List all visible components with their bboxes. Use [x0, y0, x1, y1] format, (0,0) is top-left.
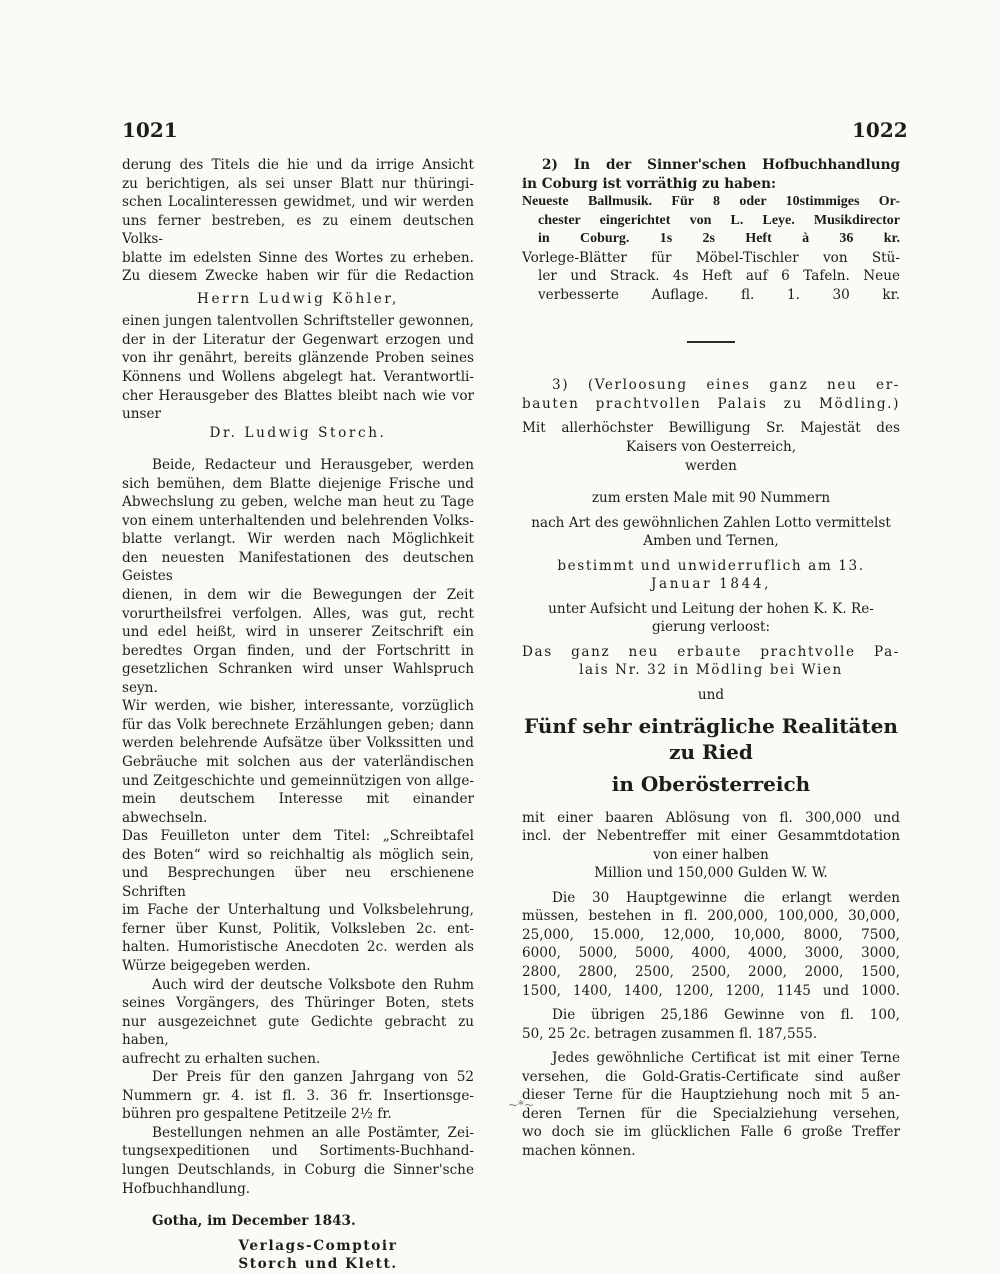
text-line: und Besprechungen über neu erschienene Schriften [122, 865, 474, 900]
place-date: Gotha, im December 1843. [152, 1213, 356, 1230]
editor-name: Herrn Ludwig Köhler, [197, 290, 399, 307]
text-line: werden belehrende Aufsätze über Volkssitten und [122, 735, 474, 752]
section-2-heading: 2) In der Sinner'schen Hofbuchhandlung [542, 157, 900, 173]
text-line: mein deutschem Interesse mit einander abwechseln. [122, 791, 474, 826]
text-line: im Fache der Unterhaltung und Volksbelehrung, [122, 902, 474, 919]
text-line: der in der Literatur der Gegenwart erzogen und [122, 331, 474, 348]
text-line: Bestellungen nehmen an alle Postämter, Zei- [152, 1124, 474, 1141]
text-line: wo doch sie im glücklichen Falle 6 große Treffer [522, 1124, 900, 1141]
prize-palais: Das ganz neu erbaute prachtvolle Pa- [522, 643, 900, 660]
listing-line: verbesserte Auflage. fl. 1. 30 kr. [538, 286, 900, 303]
text-line: machen können. [522, 1142, 636, 1159]
text-line: müssen, bestehen in fl. 200,000, 100,000, 30,000, [522, 908, 900, 925]
draw-date: Januar 1844, [650, 576, 772, 593]
text-line: blatte verlangt. Wir werden nach Möglichkeit [122, 531, 474, 548]
text-line: nach Art des gewöhnlichen Zahlen Lotto vermittelst [531, 514, 891, 531]
text-line: 2800, 2800, 2500, 2500, 2000, 2000, 1500, [522, 963, 900, 980]
text-line: nur ausgezeichnet gute Gedichte gebracht zu haben, [122, 1013, 474, 1049]
text-line: Der Preis für den ganzen Jahrgang von 52 [152, 1069, 474, 1086]
text-line: aufrecht zu erhalten suchen. [122, 1050, 321, 1067]
listing-line: chester eingerichtet von L. Leye. Musikdirector [538, 212, 900, 228]
text-line: Die übrigen 25,186 Gewinne von fl. 100, [552, 1007, 900, 1024]
text-line: versehen, die Gold-Gratis-Certificate sind außer [522, 1068, 900, 1085]
text-line: für das Volk berechnete Erzählungen geben; dann [122, 716, 474, 733]
text-line: 50, 25 2c. betragen zusammen fl. 187,555. [522, 1025, 818, 1042]
text-line: beredtes Organ finden, und der Fortschritt in [122, 642, 474, 659]
text-line: gierung verloost: [651, 619, 771, 636]
text-line: Kaisers von Oesterreich, [625, 439, 797, 456]
left-column [122, 156, 474, 1274]
text-line: Jedes gewöhnliche Certificat ist mit einer Terne [552, 1050, 900, 1067]
listing-line: in Coburg. 1s 2s Heft à 36 kr. [538, 231, 900, 247]
section-3-heading: 3) (Verloosung eines ganz neu er- [552, 377, 900, 394]
text-line: einen jungen talentvollen Schriftsteller gewonnen, [122, 313, 474, 330]
prize-title: in Oberösterreich [611, 771, 811, 796]
text-line: 6000, 5000, 5000, 4000, 4000, 3000, 3000, [522, 945, 900, 962]
section-2-heading: in Coburg ist vorräthig zu haben: [522, 175, 777, 192]
text-line: deren Ternen für die Specialziehung versehen, [522, 1105, 900, 1122]
text-line: zu berichtigen, als sei unser Blatt nur thüringi- [122, 175, 474, 192]
text-line: von einem unterhaltenden und belehrenden Volks- [122, 512, 474, 529]
text-line: Mit allerhöchster Bewilligung Sr. Majestät des [522, 420, 900, 437]
section-divider [522, 332, 900, 338]
text-line: dienen, in dem wir die Bewegungen der Zeit [122, 587, 474, 604]
text-line: tungsexpeditionen und Sortiments-Buchhand- [122, 1143, 474, 1160]
right-column [522, 156, 900, 1160]
text-line: Könnens und Wollens abgelegt hat. Verantwortli- [122, 369, 474, 386]
text-line: und Zeitgeschichte und gemeinnützigen von allge- [122, 772, 474, 789]
text-line: uns ferner bestreben, es zu einem deutschen Volks- [122, 212, 474, 248]
text-line: ferner über Kunst, Politik, Volksleben 2c. ent- [122, 920, 474, 937]
text-line: dieser Terne für die Hauptziehung noch mit 5 an- [522, 1087, 900, 1104]
text-line: Die 30 Hauptgewinne die erlangt werden [552, 889, 900, 906]
page-number-left: 1021 [122, 118, 178, 142]
text-line: Auch wird der deutsche Volksbote den Ruhm [152, 976, 474, 993]
text-line: den neuesten Manifestationen des deutschen Geistes [122, 549, 474, 585]
text-line: bühren pro gespaltene Petitzeile 2½ fr. [122, 1106, 392, 1123]
text-line: lungen Deutschlands, in Coburg die Sinner'sche [122, 1161, 474, 1178]
text-line: von ihr genährt, bereits glänzende Proben seines [122, 350, 474, 367]
text-line: 1500, 1400, 1400, 1200, 1200, 1145 und 1000. [522, 982, 900, 999]
text-line: 25,000, 15.000, 12,000, 10,000, 8000, 7500, [522, 926, 900, 943]
prize-palais: lais Nr. 32 in Mödling bei Wien [579, 662, 843, 679]
text-line: halten. Humoristische Anecdoten 2c. werden als [122, 939, 474, 956]
text-line: werden [685, 457, 737, 474]
text-line: Million und 150,000 Gulden W. W. [594, 865, 828, 882]
text-line: Würze beigegeben werden. [122, 957, 311, 974]
listing-line: ler und Strack. 4s Heft auf 6 Tafeln. Neue [538, 268, 900, 285]
page-number-right: 1022 [852, 118, 908, 142]
text-line: vorurtheilsfrei verfolgen. Alles, was gut, recht [122, 605, 474, 622]
text-line: und edel heißt, wird in unserer Zeitschrift ein [122, 624, 474, 641]
text-line: Nummern gr. 4. ist fl. 3. 36 fr. Insertionsge- [122, 1087, 474, 1104]
text-line: Das Feuilleton unter dem Titel: „Schreibtafel [122, 828, 474, 845]
text-line: zum ersten Male mit 90 Nummern [591, 490, 831, 507]
section-3-heading: bauten prachtvollen Palais zu Mödling.) [522, 395, 900, 412]
publisher-name: Dr. Ludwig Storch. [209, 424, 387, 441]
text-line: Gebräuche mit solchen aus der vaterländischen [122, 753, 474, 770]
text-line: sich bemühen, dem Blatte diejenige Frische und [122, 475, 474, 492]
signature-line-2: Storch und Klett. [238, 1256, 398, 1273]
text-line: cher Herausgeber des Blattes bleibt nach wie vor unser [122, 387, 474, 423]
text-line: Wir werden, wie bisher, interessante, vorzüglich [122, 698, 474, 715]
text-line: gesetzlichen Schranken wird unser Wahlspruch seyn. [122, 661, 474, 696]
text-line: incl. der Nebentreffer mit einer Gesammtdotation [522, 828, 900, 845]
draw-date: bestimmt und unwiderruflich am 13. [557, 557, 865, 574]
text-line: Beide, Redacteur und Herausgeber, werden [152, 457, 474, 474]
text-line: Amben und Ternen, [643, 533, 779, 550]
text-line: blatte im edelsten Sinne des Wortes zu erheben. [122, 249, 474, 266]
text-line: schen Localinteressen gewidmet, und wir werden [122, 194, 474, 211]
text-line: von einer halben [653, 846, 769, 863]
text-line: und [697, 687, 725, 704]
text-line: derung des Titels die hie und da irrige Ansicht [122, 157, 474, 173]
text-line: des Boten“ wird so reichhaltig als möglich sein, [122, 846, 474, 863]
text-line: Hofbuchhandlung. [122, 1180, 251, 1197]
listing-line: Vorlege-Blätter für Möbel-Tischler von Stü- [522, 249, 900, 266]
text-line: Abwechslung zu geben, welche man heut zu Tage [122, 494, 474, 511]
text-line: seines Vorgängers, des Thüringer Boten, stets [122, 995, 474, 1012]
text-line: mit einer baaren Ablösung von fl. 300,000 und [522, 809, 900, 826]
signature-line-1: Verlags-Comptoir [238, 1237, 398, 1254]
prize-title: Fünf sehr einträgliche Realitäten zu Ried [524, 713, 898, 764]
page-footer-mark: ~*~ [508, 1098, 535, 1112]
listing-line: Neueste Ballmusik. Für 8 oder 10stimmiges Or- [522, 194, 900, 210]
text-line: unter Aufsicht und Leitung der hohen K. K. Re- [548, 600, 874, 617]
text-line: Zu diesem Zwecke haben wir für die Redaction [122, 268, 474, 285]
